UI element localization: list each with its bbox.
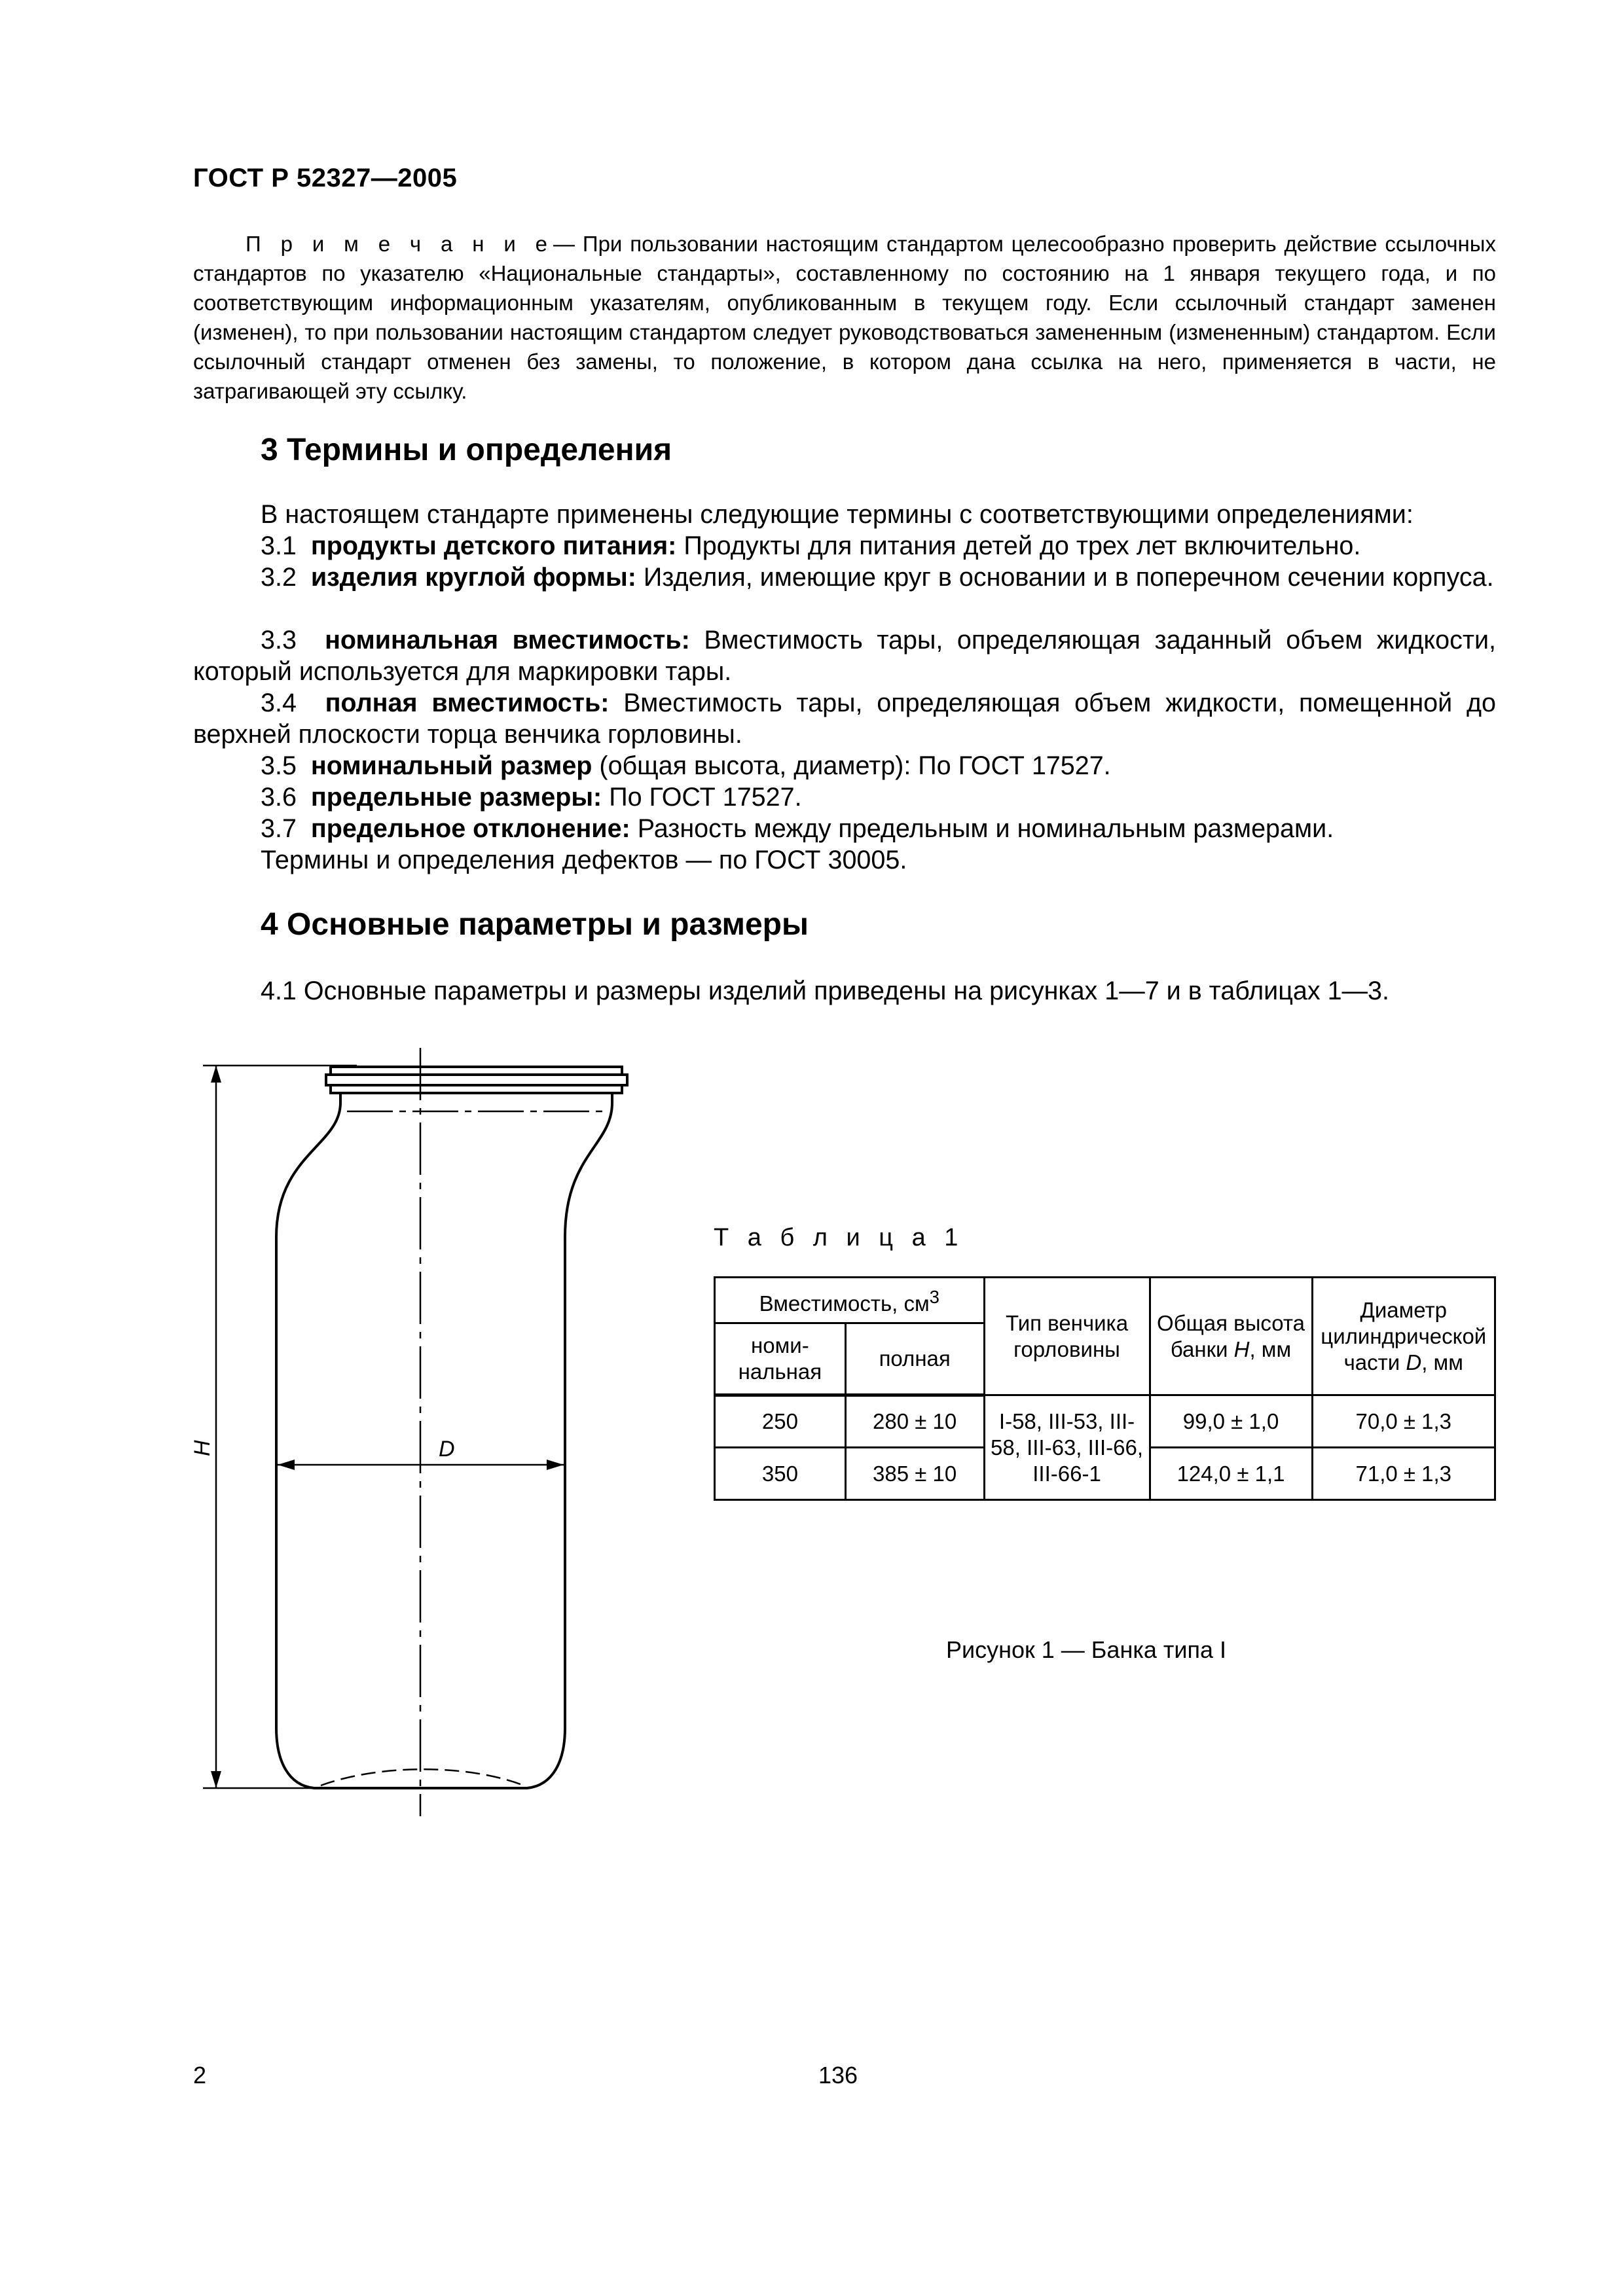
reference-note [193, 229, 1496, 406]
term-definition: Вместимость тары, определяющая объем жидкости, помещенной до верхней плоскости торца венчика горловины. [193, 689, 1496, 749]
section-3-title: 3 Термины и определения [261, 433, 672, 467]
header-diameter-text: Диаметр цилиндрической части [1321, 1297, 1487, 1374]
section-3-intro: В настоящем стандарте применены следующие термины с соответствующими определениями: [261, 500, 1413, 529]
term-definition: Изделия, имеющие круг в основании и в поперечном сечении корпуса. [636, 563, 1494, 592]
cell-full: 385 ± 10 [845, 1448, 984, 1500]
section-4-title: 4 Основные параметры и размеры [261, 907, 809, 942]
header-height-var: H [1233, 1336, 1250, 1361]
term-number: 3.4 [261, 689, 297, 717]
term-definition: Разность между предельным и номинальным размерами. [630, 814, 1334, 843]
cell-full: 280 ± 10 [845, 1395, 984, 1448]
cell-height: 124,0 ± 1,1 [1150, 1448, 1312, 1500]
note-text: — При пользовании настоящим стандартом целесообразно проверить действие ссылочных стандартов по указателю «Национальные стандарты», составленному по состоянию на 1 января текущего года, и по соответствующим информационным указателям, опубликованным в текущем году. Если ссылочный стандарт заменен (изменен), то при пользовании настоящим стандартом следует руководствоваться замененным (измененным) стандартом. Если ссылочный стандарт отменен без замены, то положение, в котором дана ссылка на него, применяется в части, не затрагивающей эту ссылку. [193, 232, 1496, 403]
diameter-label: D [439, 1437, 455, 1462]
term-3-7 [261, 813, 1334, 844]
term-3-1 [193, 530, 1496, 562]
header-height-text: Общая высота банки [1157, 1310, 1305, 1361]
cell-height: 99,0 ± 1,0 [1150, 1395, 1312, 1448]
header-diameter [1312, 1278, 1495, 1395]
document-code: ГОСТ Р 52327—2005 [193, 164, 458, 192]
cell-neck-types: I-58, III-53, III-58, III-63, III-66, III-66-1 [984, 1395, 1150, 1500]
cell-nominal: 350 [715, 1448, 846, 1500]
table-row [715, 1395, 1495, 1448]
term-name: продукты детского питания: [310, 531, 677, 560]
term-number: 3.1 [261, 531, 297, 560]
defects-reference: Термины и определения дефектов — по ГОСТ 30005. [261, 846, 907, 874]
term-name: номинальная вместимость: [325, 626, 690, 655]
header-height [1150, 1278, 1312, 1395]
cell-diameter: 70,0 ± 1,3 [1312, 1395, 1495, 1448]
term-name: номинальный размер [310, 751, 593, 780]
term-name: изделия круглой формы: [310, 563, 636, 592]
jar-body-drawing [190, 1047, 661, 1820]
term-number: 3.7 [261, 814, 297, 843]
header-capacity-text: Вместимость, см [759, 1291, 930, 1316]
header-nominal: номи-нальная [715, 1323, 846, 1395]
term-number: 3.3 [261, 626, 297, 655]
term-3-4 [193, 687, 1496, 750]
cell-diameter: 71,0 ± 1,3 [1312, 1448, 1495, 1500]
term-definition: По ГОСТ 17527. [602, 783, 802, 812]
paragraph-4-1: 4.1 Основные параметры и размеры изделий приведены на рисунках 1—7 и в таблицах 1—3. [261, 977, 1389, 1005]
table-1 [714, 1276, 1496, 1501]
header-capacity-superscript: 3 [929, 1286, 939, 1307]
term-3-2 [193, 562, 1496, 593]
term-definition: (общая высота, диаметр): По ГОСТ 17527. [592, 751, 1111, 780]
cell-nominal: 250 [715, 1395, 846, 1448]
height-label: H [190, 1440, 215, 1456]
term-definition: Продукты для питания детей до трех лет включительно. [676, 531, 1361, 560]
note-label: П р и м е ч а н и е [246, 232, 553, 256]
header-diameter-unit: , мм [1421, 1350, 1463, 1374]
page-number-center: 136 [818, 2062, 858, 2089]
term-number: 3.6 [261, 783, 297, 812]
page-number-left: 2 [193, 2062, 207, 2089]
table-1-title: Т а б л и ц а 1 [714, 1224, 964, 1251]
header-neck-type: Тип венчика горловины [984, 1278, 1150, 1395]
header-diameter-var: D [1406, 1350, 1422, 1374]
term-name: предельные размеры: [310, 783, 602, 812]
term-number: 3.2 [261, 563, 297, 592]
figure-caption: Рисунок 1 — Банка типа I [946, 1636, 1227, 1663]
term-name: полная вместимость: [325, 689, 610, 717]
diameter-arrow-left-icon [278, 1460, 295, 1470]
header-full: полная [845, 1323, 984, 1395]
term-definition: Вместимость тары, определяющая заданный объем жидкости, который используется для маркировки тары. [193, 626, 1497, 686]
term-3-6 [261, 781, 802, 813]
header-height-unit: , мм [1249, 1336, 1292, 1361]
term-name: предельное отклонение: [310, 814, 630, 843]
header-capacity [715, 1278, 985, 1323]
term-number: 3.5 [261, 751, 297, 780]
term-3-3 [193, 624, 1496, 687]
jar-bottom-dome [321, 1769, 524, 1785]
diameter-arrow-right-icon [547, 1460, 564, 1470]
term-3-5 [261, 750, 1111, 781]
